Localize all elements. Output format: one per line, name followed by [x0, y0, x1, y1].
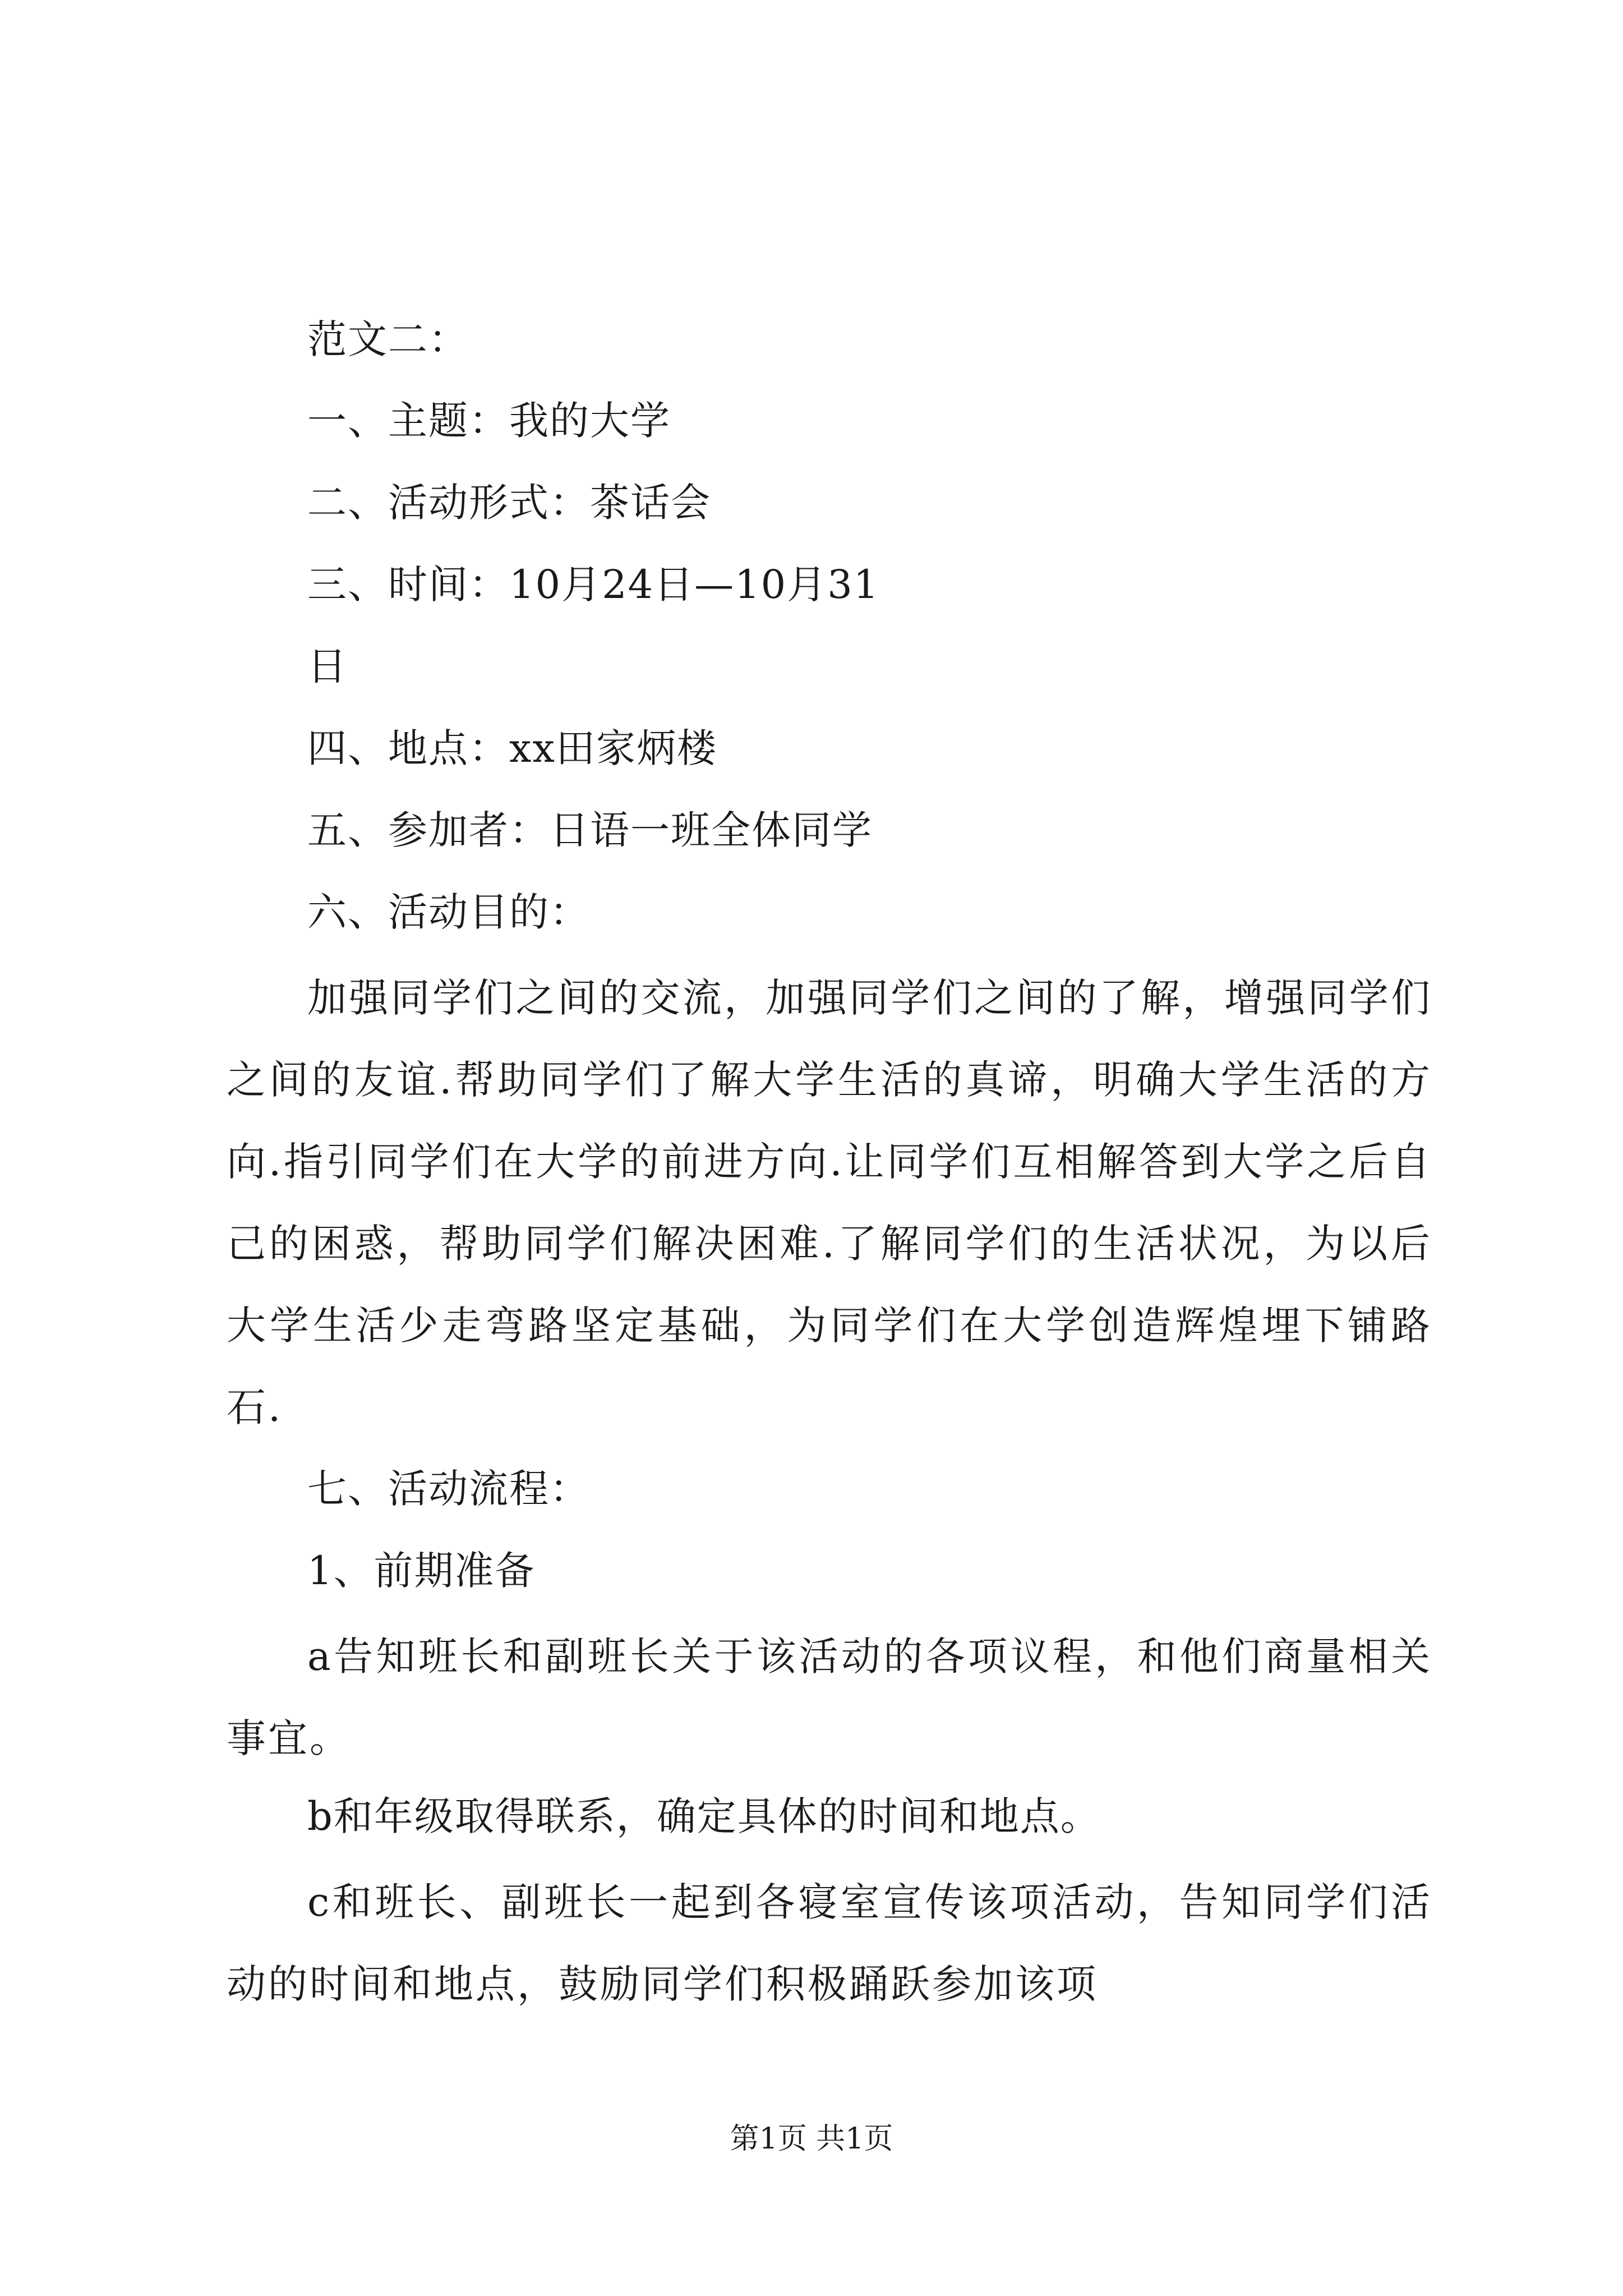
item-c-paragraph [227, 1861, 1432, 2025]
doc-line-step-heading: 1、前期准备 [307, 1548, 536, 1594]
doc-line-location: 四、地点：xx田家炳楼 [307, 725, 717, 771]
doc-line-time-cont: 日 [307, 643, 348, 689]
doc-line-time: 三、时间：10月24日—10月31 [307, 562, 880, 608]
doc-line-purpose-heading: 六、活动目的： [307, 889, 590, 935]
doc-line-process-heading: 七、活动流程： [307, 1466, 590, 1512]
item-c-text: c和班长、副班长一起到各寝室宣传该项活动，告知同学们活动的时间和地点，鼓励同学们积极踊跃参加该项 [227, 1879, 1432, 2007]
doc-line-theme: 一、主题：我的大学 [307, 398, 671, 444]
item-a-paragraph [227, 1616, 1432, 1779]
item-a-text: a告知班长和副班长关于该活动的各项议程，和他们商量相关事宜。 [227, 1634, 1432, 1761]
doc-line-participants: 五、参加者：日语一班全体同学 [307, 807, 873, 853]
purpose-paragraph [227, 957, 1432, 1448]
purpose-text: 加强同学们之间的交流，加强同学们之间的了解，增强同学们之间的友谊.帮助同学们了解大学生活的真谛，明确大学生活的方向.指引同学们在大学的前进方向.让同学们互相解答到大学之后自己的困惑，帮助同学们解决困难.了解同学们的生活状况，为以后大学生活少走弯路坚定基础，为同学们在大学创造辉煌埋下铺路石. [227, 975, 1432, 1430]
doc-line-title: 范文二： [307, 316, 469, 362]
page-footer: 第1页 共1页 [730, 2122, 893, 2156]
doc-line-item-b: b和年级取得联系，确定具体的时间和地点。 [307, 1793, 1101, 1839]
doc-line-format: 二、活动形式：茶话会 [307, 480, 711, 526]
